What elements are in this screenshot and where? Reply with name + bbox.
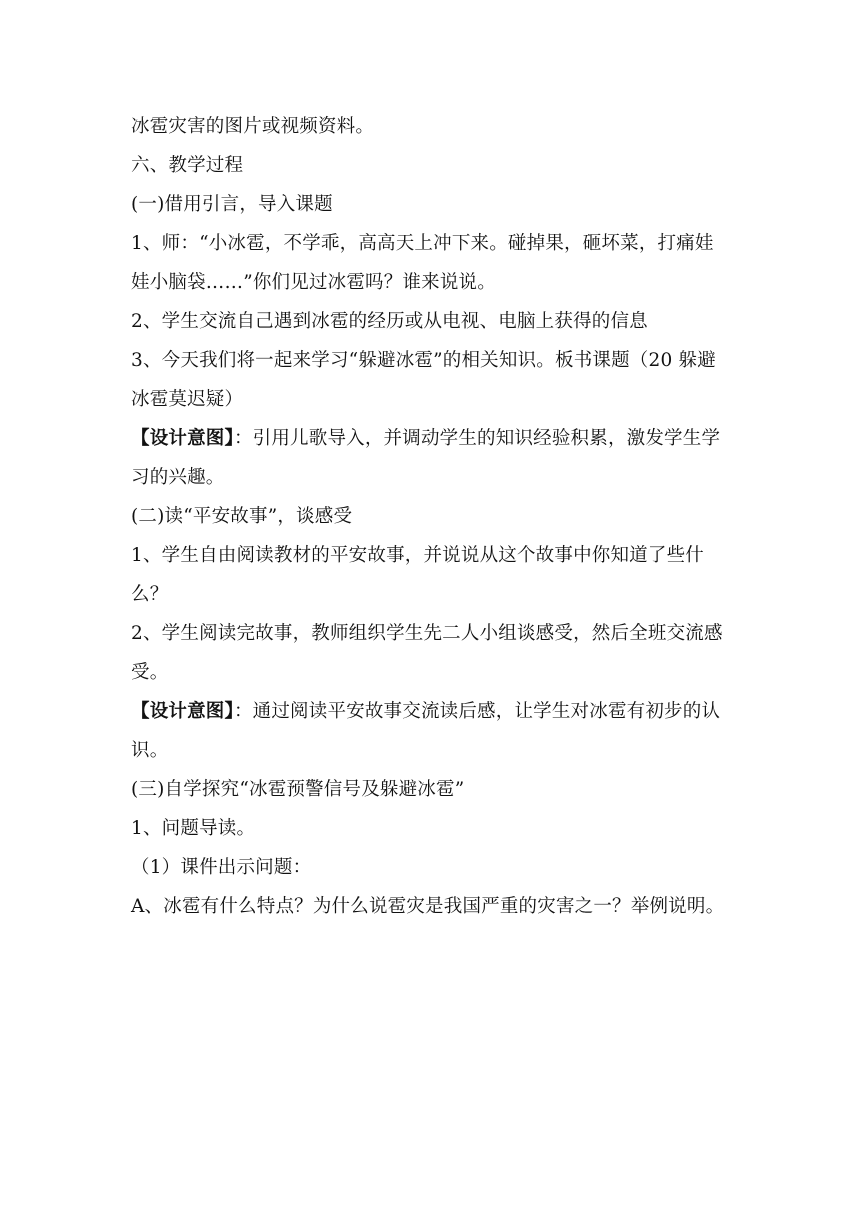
document-body (131, 107, 731, 926)
paragraph-design-intent-1 (131, 419, 731, 497)
subsection-heading-1: (一)借用引言，导入课题 (131, 194, 333, 215)
paragraph-story-step-1: 1、学生自由阅读教材的平安故事，并说说从这个故事中你知道了些什么？ (131, 545, 704, 605)
paragraph-step-1: 1、师：“小冰雹，不学乖，高高天上冲下来。碰掉果，砸坏菜，打痛娃娃小脑袋……”你们见过冰雹吗？谁来说说。 (131, 233, 714, 293)
design-intent-label: 【设计意图】 (131, 428, 234, 449)
subsection-heading-3: (三)自学探究“冰雹预警信号及躲避冰雹” (131, 779, 465, 800)
paragraph-materials: 冰雹灾害的图片或视频资料。 (131, 116, 375, 137)
paragraph-design-intent-2 (131, 692, 731, 770)
design-intent-label: 【设计意图】 (131, 701, 234, 722)
design-intent-text: ：引用儿歌导入，并调动学生的知识经验积累，激发学生学习的兴趣。 (131, 428, 721, 488)
paragraph-step-2: 2、学生交流自己遇到冰雹的经历或从电视、电脑上获得的信息 (131, 311, 648, 332)
paragraph-step-3: 3、今天我们将一起来学习“躲避冰雹”的相关知识。板书课题（20 躲避冰雹莫迟疑） (131, 350, 716, 410)
subsection-heading-2: (二)读“平安故事”，谈感受 (131, 506, 353, 527)
design-intent-text: ：通过阅读平安故事交流读后感，让学生对冰雹有初步的认识。 (131, 701, 721, 761)
paragraph-story-step-2: 2、学生阅读完故事，教师组织学生先二人小组谈感受，然后全班交流感受。 (131, 623, 723, 683)
paragraph-question-guide: 1、问题导读。 (131, 818, 256, 839)
section-heading-teaching-process: 六、教学过程 (131, 155, 244, 176)
paragraph-question-a: A、冰雹有什么特点？为什么说雹灾是我国严重的灾害之一？举例说明。 (131, 896, 725, 917)
paragraph-courseware-questions: （1）课件出示问题： (131, 857, 312, 878)
